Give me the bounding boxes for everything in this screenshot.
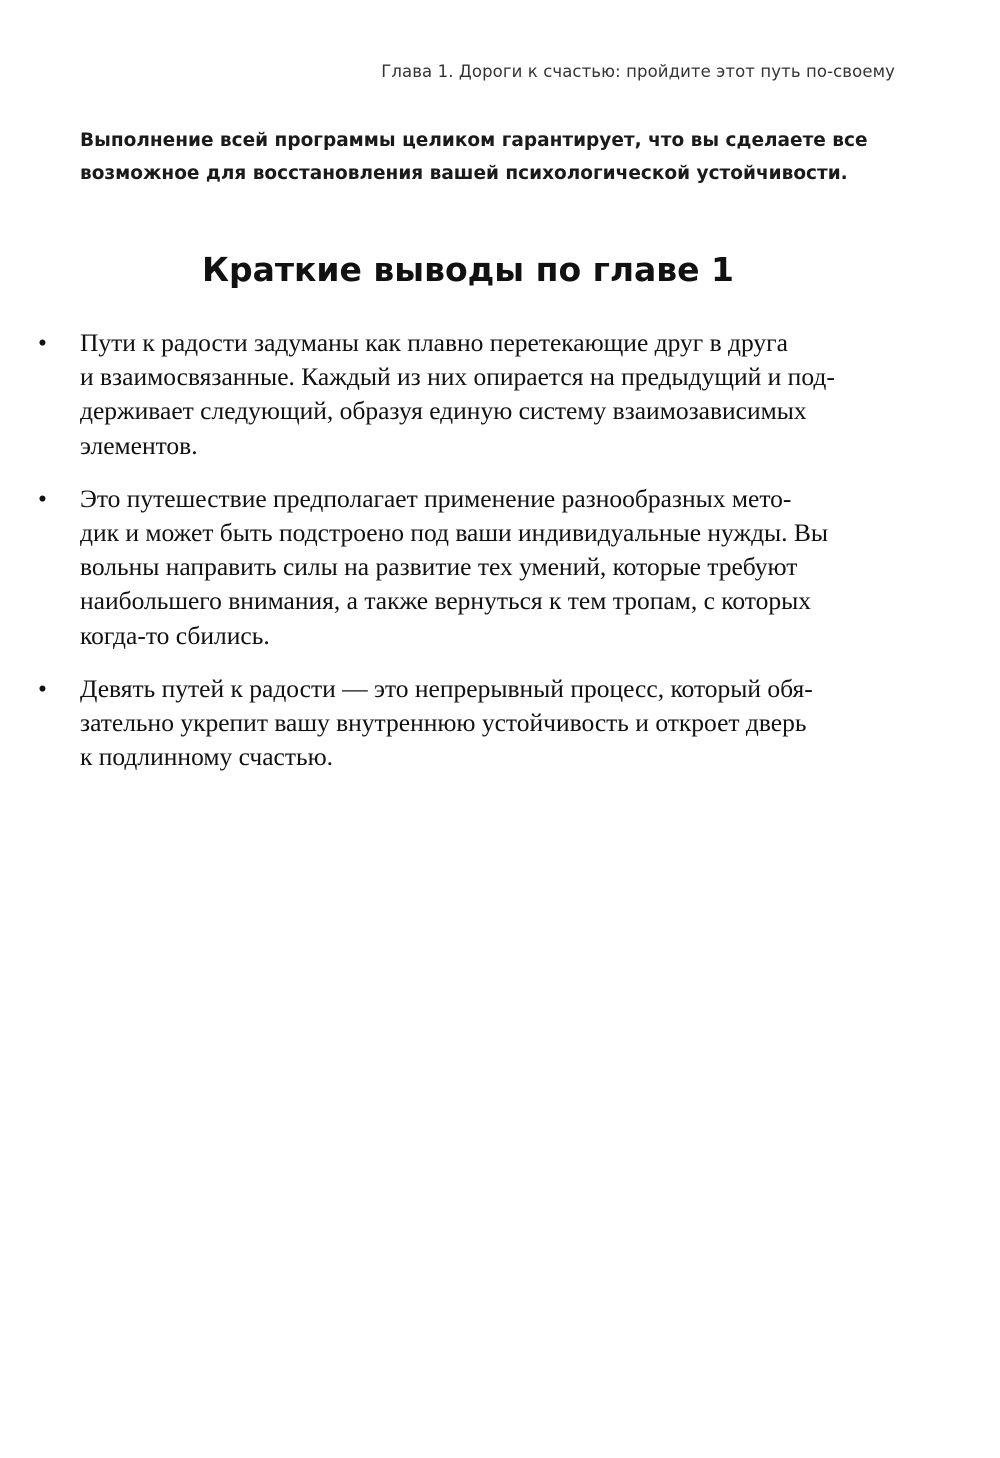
intro-paragraph	[80, 124, 910, 190]
summary-item	[38, 326, 900, 463]
summary-line: держивает следующий, образуя единую систему взаимозависимых	[80, 396, 807, 426]
summary-line: когда-то сбились.	[80, 620, 270, 650]
running-header: Глава 1. Дороги к счастью: пройдите этот путь по-своему	[381, 62, 895, 81]
summary-line: дик и может быть подстроено под ваши индивидуальные нужды. Вы	[80, 518, 829, 548]
summary-line: к подлинному счастью.	[80, 742, 334, 772]
intro-line: возможное для восстановления вашей психологической устойчивости.	[80, 163, 848, 184]
section-title: Краткие выводы по главе 1	[202, 250, 734, 289]
summary-line: и взаимосвязанные. Каждый из них опирается на предыдущий и под-	[80, 362, 835, 392]
summary-line: Пути к радости задуманы как плавно перетекающие друг в друга	[80, 328, 788, 357]
summary-line: Девять путей к радости — это непрерывный процесс, который обя-	[80, 673, 813, 703]
bullet-icon: •	[38, 328, 47, 357]
bullet-icon: •	[38, 673, 47, 703]
summary-line: вольны направить силы на развитие тех умений, которые требуют	[80, 552, 798, 582]
summary-line: наибольшего внимания, а также вернуться к тем тропам, с которых	[80, 586, 811, 616]
summary-list	[38, 326, 900, 793]
intro-line: Выполнение всей программы целиком гарантирует, что вы сделаете все	[80, 130, 868, 151]
summary-line: элементов.	[80, 430, 198, 460]
summary-item	[38, 482, 900, 653]
bullet-icon: •	[38, 483, 47, 513]
summary-line: Это путешествие предполагает применение разнообразных мето-	[80, 483, 792, 513]
summary-line: зательно укрепит вашу внутреннюю устойчивость и откроет дверь	[80, 708, 807, 738]
summary-item	[38, 672, 900, 775]
